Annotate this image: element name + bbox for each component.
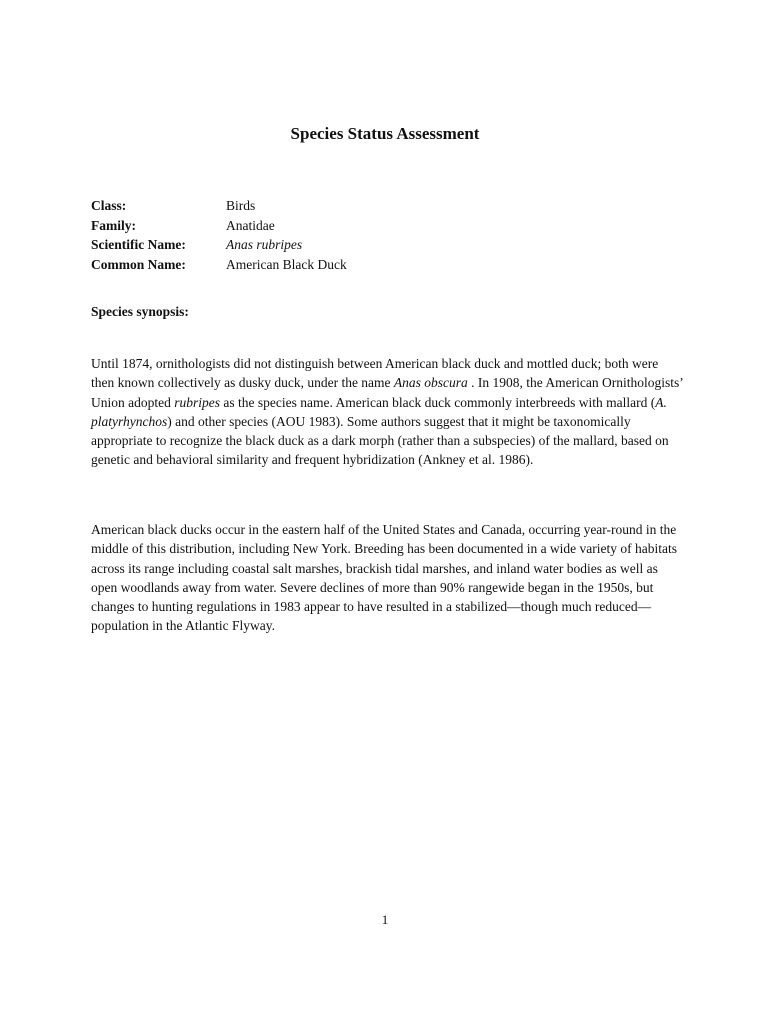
- paragraph-1-text-b: . In 1908, the American Ornithologists’ Union adopted: [91, 375, 683, 410]
- family-value: Anatidae: [226, 217, 275, 233]
- synopsis-paragraph-1: [91, 354, 683, 470]
- paragraph-1-italic-platyrhynchos: A. platyrhynchos: [91, 394, 667, 429]
- class-row: [91, 196, 651, 216]
- paragraph-1-text-d: ) and other species (AOU 1983). Some authors suggest that it might be taxonomically appropriate to recognize the black duck as a dark morph (rather than a subspecies) of the mallard, based on genetic and behavioral similarity and frequent hybridization (Ankney et al. 1986).: [91, 413, 669, 468]
- family-row: [91, 216, 651, 236]
- common-name-row: [91, 255, 651, 275]
- class-label: Class:: [91, 198, 127, 213]
- scientific-name-row: [91, 235, 651, 255]
- family-label: Family:: [91, 217, 136, 233]
- document-title: Species Status Assessment: [290, 124, 480, 143]
- paragraph-1-text-a: Until 1874, ornithologists did not distinguish between American black duck and mottled duck; both were then known collectively as dusky duck, under the name: [91, 356, 659, 391]
- synopsis-paragraph-2: American black ducks occur in the eastern half of the United States and Canada, occurring year-round in the middle of this distribution, including New York. Breeding has been documented in a wide variety of habitats across its range including coastal salt marshes, brackish tidal marshes, and inland water bodies as well as open woodlands away from water. Severe declines of more than 90% rangewide began in the 1950s, but changes to hunting regulations in 1983 appear to have resulted in a stabilized—though much reduced—population in the Atlantic Flyway.: [91, 522, 678, 634]
- synopsis-heading: Species synopsis:: [91, 304, 189, 319]
- common-name-value: American Black Duck: [226, 256, 347, 272]
- page-number: 1: [381, 912, 389, 927]
- paragraph-1-text-c: as the species name. American black duck commonly interbreeds with mallard (: [220, 394, 656, 410]
- common-name-label: Common Name:: [91, 256, 186, 272]
- species-info-table: [91, 196, 651, 274]
- scientific-name-value: Anas rubripes: [226, 237, 303, 252]
- paragraph-1-italic-rubripes: rubripes: [174, 394, 221, 410]
- scientific-name-label: Scientific Name:: [91, 237, 186, 252]
- class-value: Birds: [226, 198, 256, 213]
- paragraph-1-italic-anas-obscura: Anas obscura: [393, 375, 468, 391]
